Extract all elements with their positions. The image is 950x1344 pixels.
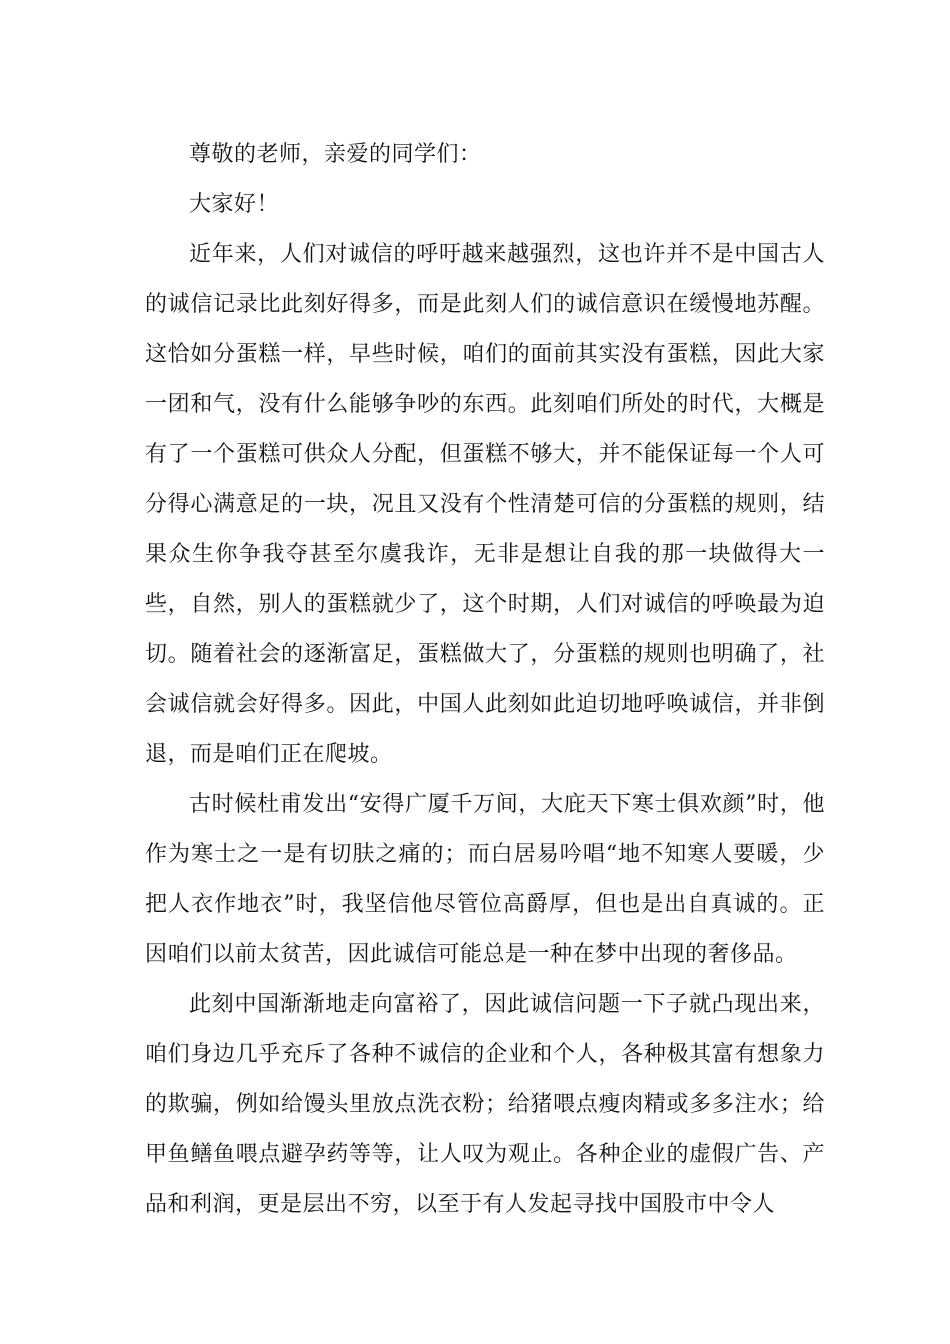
document-body <box>145 130 825 1230</box>
greeting: 大家好！ <box>189 192 280 217</box>
paragraph-modern-dishonesty: 此刻中国渐渐地走向富裕了，因此诚信问题一下子就凸现出来，咱们身边几乎充斥了各种不诚信的企业和个人，各种极其富有想象力的欺骗，例如给馒头里放点洗衣粉；给猪喂点瘦肉精或多多注水；给甲鱼鳝鱼喂点避孕药等等，让人叹为观止。各种企业的虚假广告、产品和利润，更是层出不穷，以至于有人发起寻找中国股市中令人 <box>145 992 825 1217</box>
salutation: 尊敬的老师，亲爱的同学们： <box>189 142 482 167</box>
paragraph-cake-analogy: 近年来，人们对诚信的呼吁越来越强烈，这也许并不是中国古人的诚信记录比此刻好得多，而是此刻人们的诚信意识在缓慢地苏醒。这恰如分蛋糕一样，早些时候，咱们的面前其实没有蛋糕，因此大家一团和气，没有什么能够争吵的东西。此刻咱们所处的时代，大概是有了一个蛋糕可供众人分配，但蛋糕不够大，并不能保证每一个人可分得心满意足的一块，况且又没有个性清楚可信的分蛋糕的规则，结果众生你争我夺甚至尔虞我诈，无非是想让自我的那一块做得大一些，自然，别人的蛋糕就少了，这个时期，人们对诚信的呼唤最为迫切。随着社会的逐渐富足，蛋糕做大了，分蛋糕的规则也明确了，社会诚信就会好得多。因此，中国人此刻如此迫切地呼唤诚信，并非倒退，而是咱们正在爬坡。 <box>145 242 825 767</box>
paragraph-ancient-poets: 古时候杜甫发出“安得广厦千万间，大庇天下寒士俱欢颜”时，他作为寒士之一是有切肤之痛的；而白居易吟唱“地不知寒人要暖，少把人衣作地衣”时，我坚信他尽管位高爵厚，但也是出自真诚的。正因咱们以前太贫苦，因此诚信可能总是一种在梦中出现的奢侈品。 <box>145 792 825 967</box>
